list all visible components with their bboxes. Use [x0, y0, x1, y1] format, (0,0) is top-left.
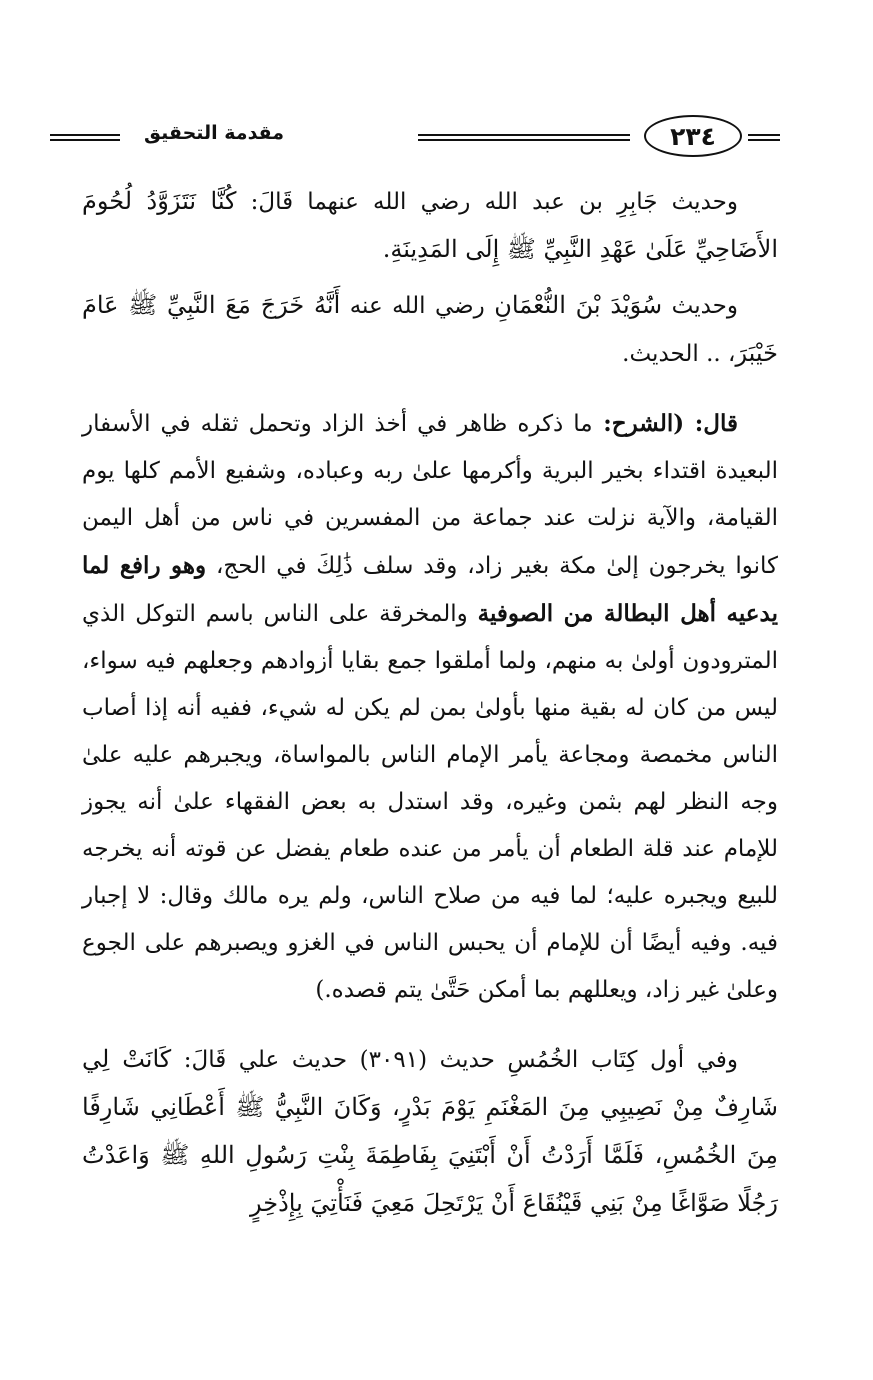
hadith-quote: أَنَّهُ خَرَجَ مَعَ النَّبِيِّ ﷺ عَامَ خَيْبَرَ: [82, 291, 778, 367]
header-rule-right: [748, 134, 780, 141]
page-number-badge: ٢٣٤: [644, 115, 742, 157]
paragraph-intro: وحديث جَابِرِ بن عبد الله رضي الله عنهما قَالَ:: [236, 189, 738, 215]
paragraph-commentary: [82, 400, 778, 1014]
narrator-name: سُوَيْدَ بْنَ النُّعْمَانِ: [494, 291, 663, 319]
page-body: [82, 178, 778, 1228]
running-title: مقدمة التحقيق: [144, 122, 284, 144]
commentary-lead: قال: (الشرح:: [592, 410, 738, 437]
paragraph-mid: رضي الله عنه: [340, 293, 495, 319]
commentary-text-1: ما ذكره ظاهر في أخذ الزاد وتحمل ثقله في الأسفار البعيدة اقتداء بخير البرية وأكرمها علىٰ ربه وعباده، وشفيع الأمم كلها يوم القيامة، والآية نزلت عند جماعة من المفسرين في ناس من أهل اليمن كانوا يخرجون إلىٰ مكة بغير زاد، وقد سلف ذَٰلِكَ في الحج،: [82, 411, 778, 579]
paragraph-jabir-hadith: [82, 178, 778, 274]
commentary-emphasis: وهو رافع لما يدعيه أهل البطالة من الصوفية: [82, 552, 779, 627]
paragraph-tail: ، .. الحديث.: [622, 341, 736, 367]
page-header: [40, 112, 780, 162]
paragraph-suwayd-hadith: [82, 282, 778, 378]
header-rule-left: [50, 134, 120, 141]
paragraph-intro: وحديث: [662, 293, 738, 319]
paragraph-intro: وفي أول كِتَاب الخُمُسِ حديث (٣٠٩١) حديث علي قَالَ:: [171, 1047, 738, 1073]
paragraph-khumus-hadith: [82, 1036, 778, 1228]
header-rule-middle: [418, 134, 630, 141]
hadith-quote: كَانَتْ لِي شَارِفٌ مِنْ نَصِيبِي مِنَ المَغْنَمِ يَوْمَ بَدْرٍ، وَكَانَ النَّبِيُّ ﷺ أَعْطَانِي شَارِفًا مِنَ الخُمُسِ، فَلَمَّا أَرَدْتُ أَنْ أَبْتَنِيَ بِفَاطِمَةَ بِنْتِ رَسُولِ اللهِ ﷺ وَاعَدْتُ رَجُلًا صَوَّاغًا مِنْ بَنِي قَيْنُقَاعَ أَنْ يَرْتَحِلَ مَعِيَ فَنَأْتِيَ بِإِذْخِرٍ: [82, 1045, 778, 1217]
hadith-quote: كُنَّا نَتَزَوَّدُ لُحُومَ الأَضَاحِيِّ عَلَىٰ عَهْدِ النَّبِيِّ ﷺ إِلَى المَدِينَةِ.: [82, 187, 778, 263]
commentary-text-2: والمخرقة على الناس باسم التوكل الذي المترودون أولىٰ به منهم، ولما أملقوا جمع بقايا أزوادهم وجعلهم فيه سواء، ليس من كان له بقية منها بأولىٰ بمن لم يكن له شيء، ففيه أنه إذا أصاب الناس مخمصة ومجاعة يأمر الإمام الناس بالمواساة، ويجبرهم عليه علىٰ وجه النظر لهم بثمن وغيره، وقد استدل به بعض الفقهاء علىٰ أنه يجوز للإمام عند قلة الطعام أن يأمر من عنده طعام يفضل عن قوته أنه يخرجه للبيع ويجبره عليه؛ لما فيه من صلاح الناس، ولم يره مالك وقال: لا إجبار فيه. وفيه أيضًا أن للإمام أن يحبس الناس في الغزو ويصبرهم على الجوع وعلىٰ غير زاد، ويعللهم بما أمكن حَتَّىٰ يتم قصده.): [82, 601, 778, 1003]
